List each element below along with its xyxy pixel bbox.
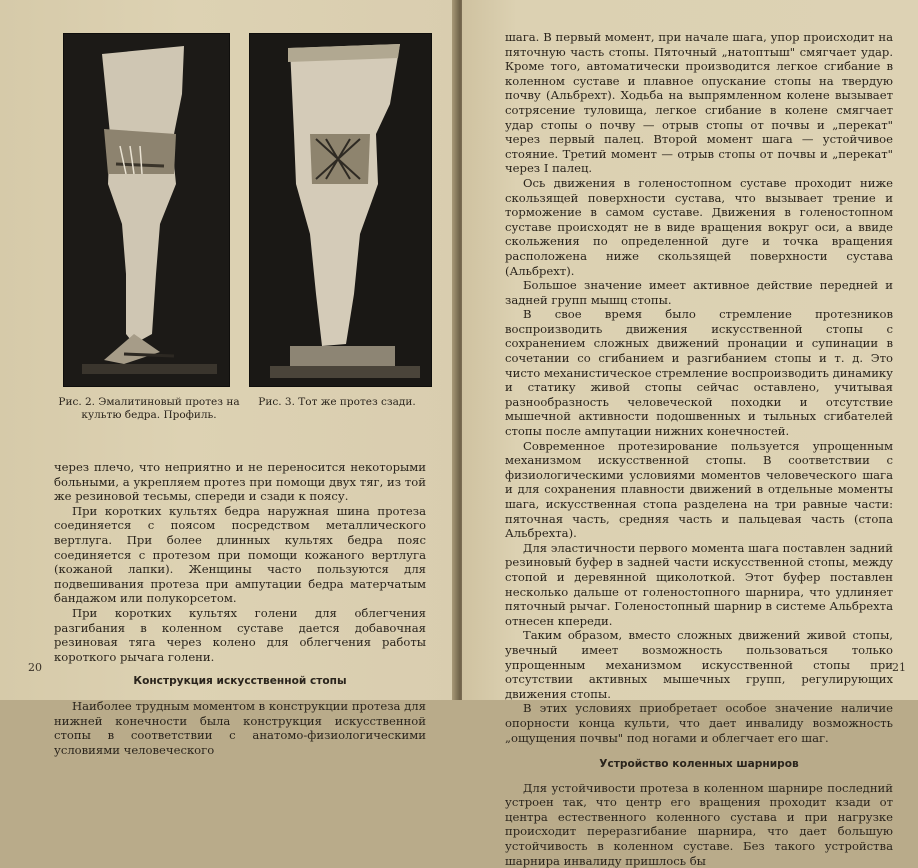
right-body-text <box>505 30 893 868</box>
figure-3-caption: Рис. 3. Тот же протез сзади. <box>258 396 416 408</box>
page-number-left: 20 <box>28 661 42 674</box>
figure-2-photo <box>63 33 230 387</box>
paragraph: Наиболее трудным моментом в конструкции протеза для нижней конечности была конструкция искусственной стопы в соответствии с анатомо-физиологическими условиями человеческого <box>54 698 426 757</box>
paragraph: Для эластичности первого момента шага поставлен задний резиновый буфер в задней части искусственной стопы, между стопой и деревянной щиколоткой. Этот буфер поставлен несколько дальше от голеностопного шарнира, что удлиняет пяточный рычаг. Голеностопный шарнир в системе Альбрехта отнесен кпереди. <box>505 540 893 628</box>
paragraph: Таким образом, вместо сложных движений живой стопы, увечный имеет возможность пользоваться только упрощенным механизмом искусственной стопы при отсутствии активных мышечных групп, регулирующих движения стопы. <box>505 628 893 701</box>
section-heading: Устройство коленных шарниров <box>599 758 799 771</box>
left-body-text <box>54 460 426 757</box>
paragraph: шага. В первый момент, при начале шага, упор происходит на пяточную часть стопы. Пяточный „натоптыш" смягчает удар. Кроме того, автоматически производится легкое сгибание в коленном суставе и плавное опускание стопы на твердую почву (Альбрехт). Ходьба на выпрямленном колене вызывает сотрясение туловища, легкое сгибание в колене смягчает удар стопы о почву — отрыв стопы от почвы и „перекат" через первый палец. Второй момент шага — устойчивое стояние. Третий момент — отрыв стопы от почвы и „перекат" через I палец. <box>505 30 893 176</box>
paragraph: через плечо, что неприятно и не переносится некоторыми больными, а укрепляем протез при помощи двух тяг, из той же резиновой тесьмы, спереди и сзади к поясу. <box>54 460 426 504</box>
paragraph: Ось движения в голеностопном суставе проходит ниже скользящей поверхности сустава, что вызывает трение и торможение в самом суставе. Движения в голеностопном суставе происходят не в виде вращения вокруг оси, а ввиде скольжения по определенной дуге и точка вращения расположена ниже скользящей поверхности сустава (Альбрехт). <box>505 175 893 278</box>
figure-2-caption: Рис. 2. Эмалитиновый протез на культю бедра. Профиль. <box>58 396 240 421</box>
paragraph: В свое время было стремление протезников воспроизводить движения искусственной стопы с сохранением сложных движений пронации и супинации в сочетании со сгибанием и разгибанием стопы и т. д. Это чисто механистическое стремление воспроизводить динамику и статику живой стопы сейчас оставлено, учитывая разнообразность человеческой походки и отсутствие мышечной активности подошвенных и тыльных сгибателей стопы после ампутации нижних конечностей. <box>505 307 893 439</box>
paragraph: Большое значение имеет активное действие передней и задней групп мышц стопы. <box>505 278 893 307</box>
prosthesis-profile-image <box>64 34 229 386</box>
left-page <box>0 0 458 757</box>
page-number-right: 21 <box>892 661 906 674</box>
paragraph: Современное протезирование пользуется упрощенным механизмом искусственной стопы. В соответствии с физиологическими условиями моментов человеческого шага и для сохранения плавности движений в отдельные моменты шага, искусственная стопа разделена на три равные части: пяточная часть, средняя часть и пальцевая часть (стопа Альбрехта). <box>505 438 893 541</box>
paragraph: В этих условиях приобретает особое значение наличие опорности конца культи, что дает инвалиду возможность „ощущения почвы" под ногами и облегчает его шаг. <box>505 701 893 745</box>
paragraph: При коротких культях бедра наружная шина протеза соединяется с поясом посредством металлического вертлуга. При более длинных культях бедра пояс соединяется с протезом при помощи кожаного вертлуга (кожаной лапки). Женщины часто пользуются для подвешивания протеза при ампутации бедра матерчатым бандажом или полукорсетом. <box>54 503 426 606</box>
paragraph: При коротких культях голени для облегчения разгибания в коленном суставе дается добавочная резиновая тяга через колено для облегчения работы короткого рычага голени. <box>54 605 426 664</box>
paragraph: Для устойчивости протеза в коленном шарнире последний устроен так, что центр его вращения проходит кзади от центра естественного коленного сустава и при нагрузке происходит переразгибание шарнира, что дает большую устойчивость в коленном суставе. Без такого устройства шарнира инвалиду пришлось бы <box>505 780 893 868</box>
prosthesis-back-image <box>250 34 431 386</box>
section-heading: Конструкция искусственной стопы <box>133 675 347 688</box>
figure-3-photo <box>249 33 432 387</box>
